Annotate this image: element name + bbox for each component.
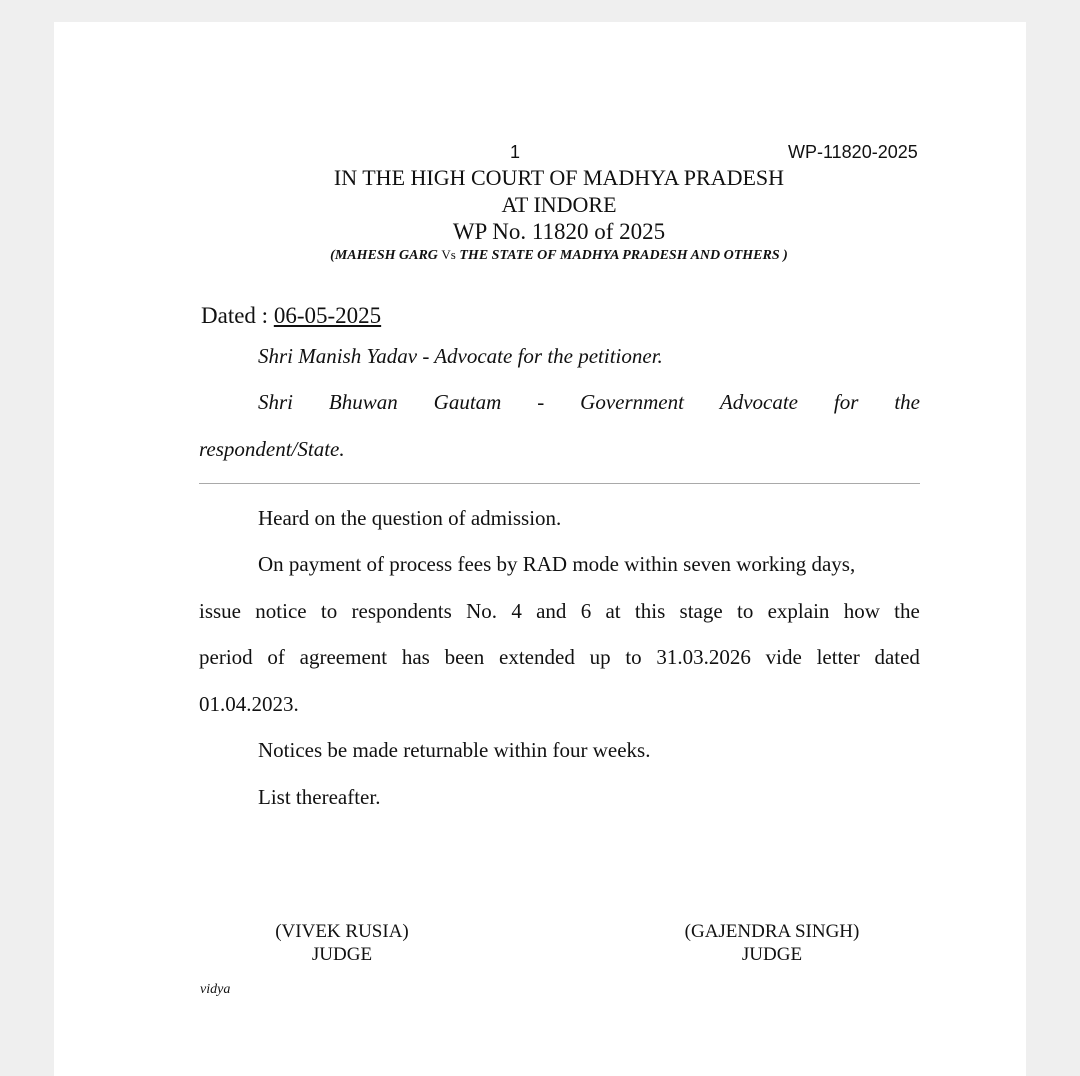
word: No. <box>466 599 498 623</box>
word: - <box>537 390 545 414</box>
document-page <box>54 22 1026 1076</box>
order-para-4: List thereafter. <box>258 785 381 809</box>
order-para-3: Notices be made returnable within four weeks. <box>258 738 651 762</box>
respondent-name: THE STATE OF MADHYA PRADESH AND OTHERS ) <box>459 248 788 263</box>
word: explain <box>767 599 830 623</box>
word: to <box>625 645 642 669</box>
word: Bhuwan <box>328 390 398 414</box>
word: how <box>843 599 880 623</box>
case-number: WP No. 11820 of 2025 <box>452 219 666 244</box>
word: has <box>401 645 430 669</box>
word: at <box>605 599 621 623</box>
judge-title: JUDGE <box>741 944 803 965</box>
section-divider <box>199 483 920 484</box>
word: agreement <box>299 645 388 669</box>
word: 4 <box>511 599 522 623</box>
word: of <box>267 645 285 669</box>
judge-signature-right <box>668 920 876 966</box>
word: to <box>320 599 338 623</box>
word: extended <box>499 645 575 669</box>
court-bench: AT INDORE <box>501 192 617 217</box>
order-para-2-line-1: On payment of process fees by RAD mode within seven working days, <box>258 552 856 576</box>
word: for <box>833 390 859 414</box>
word: this <box>634 599 666 623</box>
judge-name: (VIVEK RUSIA) <box>275 921 409 942</box>
word: notice <box>255 599 307 623</box>
judge-signature-left <box>254 920 430 966</box>
word: vide <box>765 645 802 669</box>
dated-line <box>201 303 381 329</box>
order-para-2-line-2 <box>199 599 920 624</box>
word: Shri <box>258 390 294 414</box>
case-parties <box>54 247 1064 264</box>
word: stage <box>679 599 723 623</box>
dated-value: 06-05-2025 <box>273 303 382 328</box>
word: respondents <box>351 599 452 623</box>
dated-label: Dated : <box>201 303 269 328</box>
word: and <box>536 599 567 623</box>
word: to <box>736 599 754 623</box>
petitioner-advocate: Shri Manish Yadav - Advocate for the petitioner. <box>258 344 663 368</box>
word: 31.03.2026 <box>656 645 751 669</box>
word: letter <box>816 645 860 669</box>
respondent-advocate <box>258 390 920 415</box>
page-number: 1 <box>510 142 521 162</box>
word: 6 <box>580 599 592 623</box>
order-para-2-line-3 <box>199 645 920 670</box>
word: been <box>444 645 485 669</box>
versus-label: Vs <box>441 247 456 262</box>
typist-initials: vidya <box>200 982 231 997</box>
word: period <box>199 645 253 669</box>
word: the <box>894 390 920 414</box>
order-para-2-line-4: 01.04.2023. <box>199 692 299 716</box>
case-reference: WP-11820-2025 <box>788 142 918 162</box>
petitioner-name: (MAHESH GARG <box>330 248 438 263</box>
order-para-1: Heard on the question of admission. <box>258 506 562 530</box>
word: dated <box>874 645 920 669</box>
word: the <box>894 599 920 623</box>
word: Government <box>580 390 684 414</box>
judge-title: JUDGE <box>311 944 373 965</box>
word: Advocate <box>719 390 798 414</box>
respondent-advocate-cont: respondent/State. <box>199 437 345 461</box>
word: up <box>589 645 611 669</box>
word: Gautam <box>433 390 502 414</box>
judge-name: (GAJENDRA SINGH) <box>684 921 860 942</box>
word: issue <box>199 599 241 623</box>
court-name: IN THE HIGH COURT OF MADHYA PRADESH <box>333 165 785 190</box>
